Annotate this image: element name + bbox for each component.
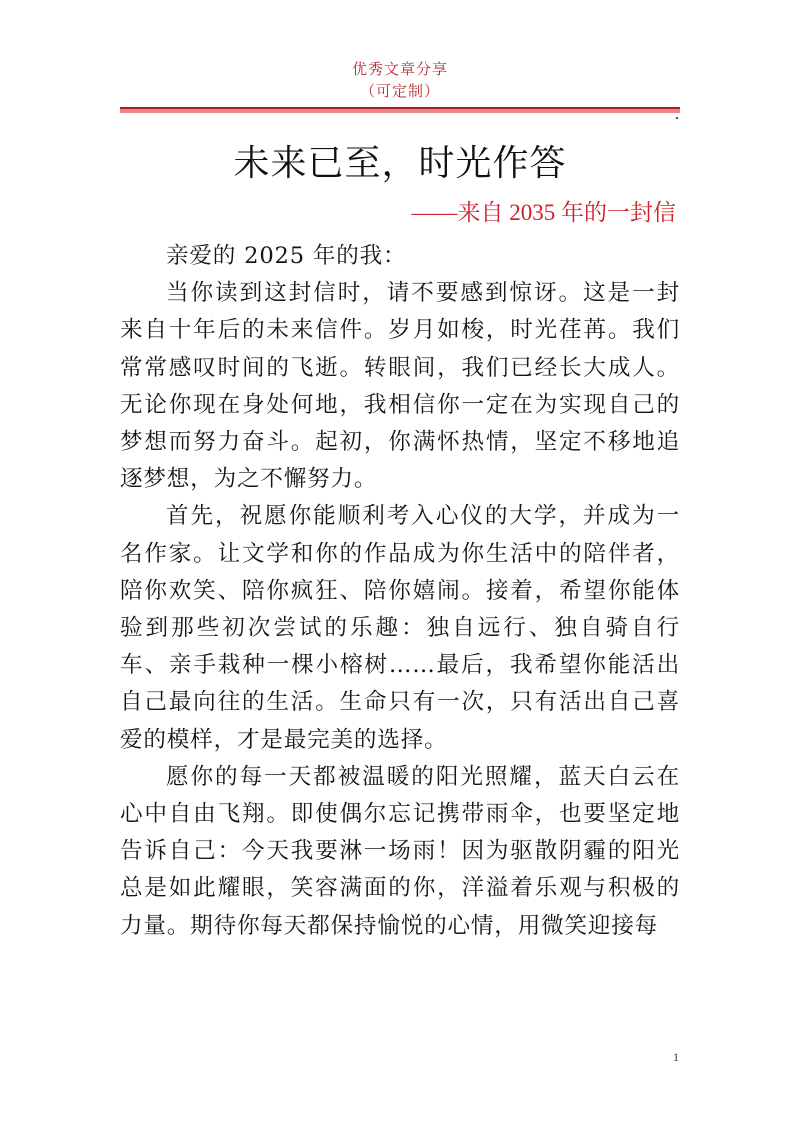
header-subtitle: （可定制） (359, 82, 440, 100)
paragraph-2: 首先，祝愿你能顺利考入心仪的大学，并成为一名作家。让文学和你的作品成为你生活中的陪伴者，陪你欢笑、陪你疯狂、陪你嬉闹。接着，希望你能体验到那些初次尝试的乐趣：独自远行、独自骑自行车、亲手栽种一棵小榕树……最后，我希望你能活出自己最向往的生活。生命只有一次，只有活出自己喜爱的模样，才是最完美的选择。 (120, 503, 680, 753)
letter-greeting: 亲爱的 2025 年的我： (166, 243, 407, 269)
header-divider (120, 107, 680, 113)
header-divider-thick-line (120, 109, 680, 113)
corner-mark (676, 117, 678, 119)
page-header (0, 58, 800, 102)
document-subtitle: ——来自 2035 年的一封信 (411, 200, 676, 225)
header-title: 优秀文章分享 (351, 60, 448, 78)
page-number: 1 (673, 1050, 679, 1064)
paragraph-1: 当你读到这封信时，请不要感到惊讶。这是一封来自十年后的未来信件。岁月如梭，时光荏苒。我们常常感叹时间的飞逝。转眼间，我们已经长大成人。无论你现在身处何地，我相信你一定在为实现自己的梦想而努力奋斗。起初，你满怀热情，坚定不移地追逐梦想，为之不懈努力。 (120, 280, 680, 493)
paragraph-3: 愿你的每一天都被温暖的阳光照耀，蓝天白云在心中自由飞翔。即使偶尔忘记携带雨伞，也要坚定地告诉自己：今天我要淋一场雨！因为驱散阴霾的阳光总是如此耀眼，笑容满面的你，洋溢着乐观与积极的力量。期待你每天都保持愉悦的心情，用微笑迎接每 (120, 763, 680, 939)
document-title: 未来已至，时光作答 (233, 143, 567, 184)
letter-body (120, 238, 680, 945)
